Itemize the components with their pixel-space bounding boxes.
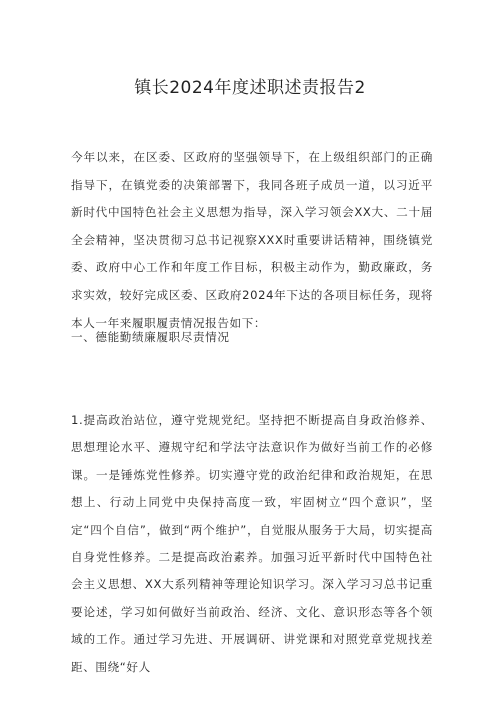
document-title: 镇长2024年度述职述责报告2 bbox=[134, 78, 366, 98]
intro-paragraph: 今年以来，在区委、区政府的坚强领导下，在上级组织部门的正确指导下，在镇党委的决策部署下，我同各班子成员一道，以习近平新时代中国特色社会主义思想为指导，深入学习领会XX大、二十届全会精神，坚决贯彻习总书记视察XXX时重要讲话精神，围绕镇党委、政府中心工作和年度工作目标，积极主动作为，勤政廉政，务求实效，较好完成区委、区政府2024年下达的各项目标任务，现将本人一年来履职履责情况报告如下： bbox=[71, 150, 433, 330]
body-paragraph: 1.提高政治站位，遵守党规党纪。坚持把不断提高自身政治修养、思想理论水平、遵规守纪和学法守法意识作为做好当前工作的必修课。一是锤炼党性修养。切实遵守党的政治纪律和政治规矩，在思想上、行动上同党中央保持高度一致，牢固树立“四个意识”，坚定“四个自信”，做到“两个维护”，自觉服从服务于大局，切实提高自身党性修养。二是提高政治素养。加强习近平新时代中国特色社会主义思想、XX大系列精神等理论知识学习。深入学习习总书记重要论述，学习如何做好当前政治、经济、文化、意识形态等各个领域的工作。通过学习先进、开展调研、讲党课和对照党章党规找差距、围绕“好人 bbox=[71, 413, 433, 674]
section-heading: 一、德能勤绩廉履职尽责情况 bbox=[71, 330, 230, 344]
